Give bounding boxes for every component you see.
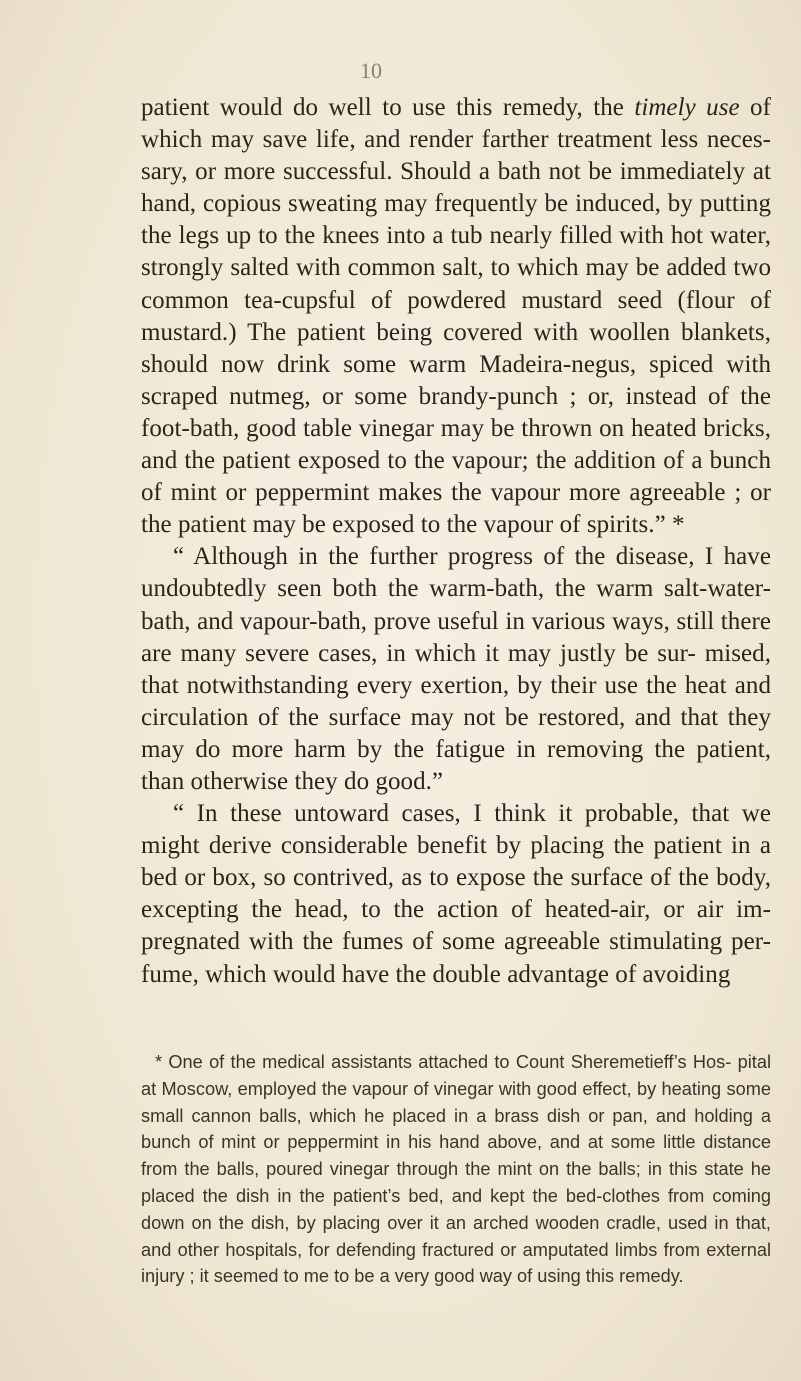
page-number: 10 [360,58,382,83]
paragraph-2: “ Although in the further progress of the disease, I have undoubtedly seen both the warm-bath, the warm salt-water- bath, and vapour-bath, prove useful in various ways, still there are many severe cases, in which it may justly be sur- mised, that notwithstanding every exertion, by their use the heat and circulation of the surface may not be restored, and that they may do more harm by the fatigue in removing the patient, than otherwise they do good.” [141,543,771,795]
emphasis-timely-use: timely use [634,94,740,121]
paragraph-1-start: patient would do well to use this remedy, the [141,94,635,121]
paragraph-3: “ In these untoward cases, I think it probable, that we might derive considerable benefit by placing the patient in a bed or box, so contrived, as to expose the surface of the body, excepting the head, to the action of heated-air, or air im- pregnated with the fumes of some agreeable stimulating per- fume, which would have the double advantage of avoiding [141,800,771,988]
footnote-text: * One of the medical assistants attached to Count Sheremetieff’s Hos- pital at Moscow, employed the vapour of vinegar with good effect, by heating some small cannon balls, which he placed in a brass dish or pan, and holding a bunch of mint or peppermint in his hand above, and at some little distance from the balls, poured vinegar through the mint on the balls; in this state he placed the dish in the patient’s bed, and kept the bed-clothes from coming down on the dish, by placing over it an arched wooden cradle, used in that, and other hospitals, for defending fractured or amputated limbs from external injury ; it seemed to me to be a very good way of using this remedy. [141,1052,771,1287]
main-text [141,92,771,991]
footnote [141,1049,771,1290]
paragraph-1 [141,92,771,541]
paragraph-1-rest: of which may save life, and render farther treatment less neces- sary, or more successful. Should a bath not be immediately at hand, copious sweating may frequently be induced, by putting the legs up to the knees into a tub nearly filled with hot water, strongly salted with common salt, to which may be added two common tea-cupsful of powdered mustard seed (flour of mustard.) The patient being covered with woollen blankets, should now drink some warm Madeira-negus, spiced with scraped nutmeg, or some brandy-punch ; or, instead of the foot-bath, good table vinegar may be thrown on heated bricks, and the patient exposed to the vapour; the addition of a bunch of mint or peppermint makes the vapour more agreeable ; or the patient may be exposed to the vapour of spirits.” * [141,94,771,539]
